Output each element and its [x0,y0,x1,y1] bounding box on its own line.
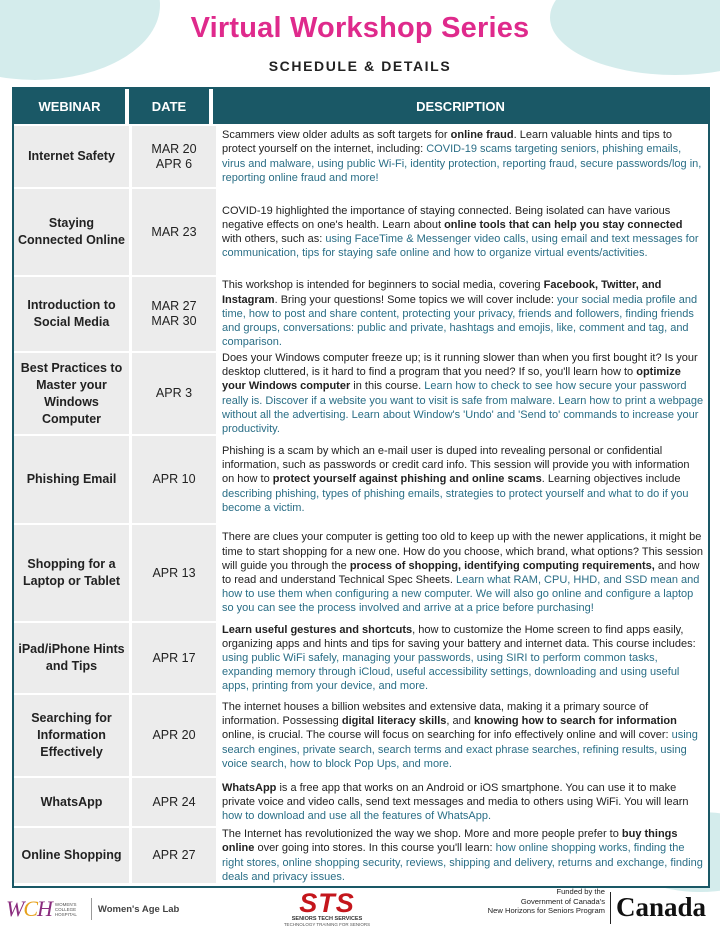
webinar-description [219,695,708,776]
description-topics: using public WiFi safely, managing your passwords, using SIRI to perform common tasks, expanding memory through iCloud, useful accessibility settings, downloading and using useful apps, printing from your device, and more. [222,651,680,693]
description-text [222,128,704,185]
logo-divider [91,898,92,920]
description-emphasis: process of shopping, identifying computing requirements, [349,559,655,572]
webinar-date: MAR 23 [151,224,197,239]
webinar-date: APR 17 [152,650,196,665]
description-segment: , and [446,715,474,728]
funding-line: New Horizons for Seniors Program [487,906,605,915]
description-segment: Phishing is a scam by which an e-mail user is duped into revealing personal or confidential information, such as passwords or credit card info. This session will provide you with information on how to [222,444,690,486]
description-segment: in this course. [350,380,425,393]
description-emphasis: online tools that can help you stay connected [444,218,683,231]
webinar-description [219,623,708,693]
webinar-title: Phishing Email [14,436,129,523]
description-segment: The internet houses a billion websites and extensive data, making it a primary source of information. Possessing [222,700,649,728]
footer [0,886,720,932]
description-segment: with others, such as: [222,233,326,245]
table-row [14,277,708,353]
description-text [222,781,704,824]
description-segment: . Bring your questions! Some topics we will cover include: [274,293,558,306]
webinar-date: APR 27 [152,848,196,862]
description-topics: Learn what RAM, CPU, HHD, and SSD mean and how to use them when configuring a new computer. We will also go online and configure a laptop so you can see the process involved and arrive at a price before purchasing! [222,574,700,615]
wch-mark: WCH [6,896,52,921]
table-row [14,778,708,828]
webinar-date: MAR 20 [151,141,197,156]
description-text [222,530,704,615]
description-topics: how to download and use all the features of WhatsApp. [222,810,492,823]
page-title: Virtual Workshop Series [190,12,530,44]
sts-name: SENIORS TECH SERVICES [291,916,363,922]
sts-tagline: TECHNOLOGY TRAINING FOR SENIORS [283,922,371,927]
schedule-table [12,87,710,888]
webinar-dates [132,828,216,883]
table-row [14,623,708,695]
webinar-description [219,828,708,883]
table-row [14,695,708,778]
table-row [14,828,708,885]
wch-hospital-name: WOMEN'S COLLEGE HOSPITAL [54,901,77,917]
webinar-date: APR 3 [155,386,193,400]
webinar-date: APR 10 [152,472,196,486]
webinar-title: iPad/iPhone Hints and Tips [14,623,129,693]
webinar-dates [132,277,216,351]
description-text [222,204,704,261]
description-emphasis: WhatsApp [222,781,277,794]
webinar-date: APR 13 [152,565,196,580]
description-emphasis: Learn useful gestures and shortcuts [222,623,413,636]
webinar-dates [132,623,216,693]
wch-lab-name: Women's Age Lab [97,903,180,915]
description-topics: describing phishing, types of phishing emails, strategies to protect yourself and what to do if you become a victim. [222,487,689,514]
description-segment: Does your Windows computer freeze up; is it running slower than when you first bought it? Is your desktop cluttered, is it hard to find a program that you need? If so, you'll learn how to [222,351,698,379]
webinar-dates [132,695,216,776]
description-text [222,700,704,771]
description-segment: Scammers view older adults as soft targets for [222,129,451,142]
webinar-dates [132,353,216,434]
webinar-date: APR 6 [155,156,193,171]
webinar-description [219,126,708,187]
description-topics: using FaceTime & Messenger video calls, using email and text messages for communication, tips for staying safe online and how to organize virtual events/activities. [222,233,699,260]
webinar-dates [132,126,216,187]
description-segment: and how to read and understand Technical Spec Sheets. [222,559,700,586]
table-row [14,189,708,277]
description-emphasis: knowing how to search for information [473,715,677,728]
webinar-description [219,436,708,523]
webinar-date: MAR 27 [151,299,197,313]
description-segment: COVID-19 highlighted the importance of staying connected. Being isolated can have various negative effects on one's health. Learn about [222,204,671,231]
description-segment: . Learning objectives include [541,473,681,486]
webinar-title: Introduction to Social Media [14,277,129,351]
funding-line: Government of Canada's [520,896,605,906]
description-segment: online, is crucial. The course will focus on searching for info effectively online and will cover: [222,729,672,742]
webinar-description [219,353,708,434]
description-segment: , how to customize the Home screen to find apps easily, organizing apps and hints and tips for saving your battery and internet data. This course includes: [222,623,696,650]
description-topics: using search engines, private search, search terms and exact phrase searches, refining results, using voice search, how to block Pop Ups, and more. [222,729,698,770]
column-header-webinar: WEBINAR [14,89,129,124]
table-header [14,89,708,124]
sts-mark: STS [299,888,355,918]
webinar-title: Searching for Information Effectively [14,695,129,776]
description-emphasis: optimize your Windows computer [222,366,681,393]
description-text [222,278,704,349]
table-row [14,436,708,525]
description-emphasis: buy things online [222,828,678,855]
webinar-title: Shopping for a Laptop or Tablet [14,525,129,621]
webinar-title: Best Practices to Master your Windows Computer [14,353,129,434]
webinar-title: WhatsApp [14,778,129,826]
funding-line: Funded by the [556,887,605,896]
description-text [222,444,704,515]
sts-logo [282,890,372,927]
page-subtitle: SCHEDULE & DETAILS [268,58,452,74]
description-text [222,623,704,694]
webinar-title: Internet Safety [14,126,129,187]
webinar-title: Staying Connected Online [14,189,129,275]
table-row [14,353,708,436]
webinar-description [219,189,708,275]
description-topics: Learn how to check to see how secure your password really is. Discover if a website you want to visit is safe from malware. Learn how to print a webpage without all the advertising. Learn about Window's 'Undo' and 'Send to' commands to increase your productivity. [222,380,704,435]
description-topics: your social media profile and time, how to post and share content, protecting your privacy, friends and followers, finding friends and groups, conversations: public and private, hashtags and emojis, like, comment and tag, and comparison. [222,293,698,349]
description-segment: is a free app that works on an Android or iOS smartphone. You can use it to make private voice and video calls, send text messages and media to others using WiFi. You will learn [222,781,689,808]
webinar-description [219,525,708,621]
wch-logo [6,896,179,922]
description-segment: . Learn valuable hints and tips to protect yourself on the internet, including: [222,129,672,156]
description-segment: over going into stores. In this course you'll learn: [254,842,496,855]
webinar-dates [132,778,216,826]
description-segment: The Internet has revolutionized the way we shop. More and more people prefer to [222,828,622,841]
webinar-title: Online Shopping [14,828,129,883]
description-segment: There are clues your computer is getting too old to keep up with the newer applications, it might be time to start shopping for a new one. How do you choose, which brand, what options? This session will guide you through the [222,531,704,572]
table-body [14,124,708,886]
description-emphasis: protect yourself against phishing and online scams [272,473,542,486]
webinar-dates [132,525,216,621]
column-header-description: DESCRIPTION [416,99,505,114]
column-header-date: DATE [129,89,213,124]
webinar-description [219,778,708,826]
webinar-dates [132,189,216,275]
canada-wordmark: Canada [616,892,707,922]
webinar-date: APR 24 [152,794,196,809]
webinar-dates [132,436,216,523]
funding-statement [487,887,605,916]
logo-divider [610,892,611,924]
description-topics: COVID-19 scams targeting seniors, phishing emails, virus and malware, using public Wi-Fi, identity protection, reporting fraud, secure passwords/log in, reporting online fraud and more! [222,143,702,184]
description-segment: This workshop is intended for beginners to social media, covering [222,279,544,292]
description-topics: how online shopping works, finding the right stores, online shopping security, reviews, shipping and delivery, returns and exchange, finding deals and privacy issues. [222,842,703,883]
table-row [14,525,708,623]
webinar-date: APR 20 [152,728,196,742]
description-text [222,351,704,436]
description-emphasis: online fraud [450,129,514,142]
webinar-date: MAR 30 [151,314,197,328]
webinar-description [219,277,708,351]
description-emphasis: digital literacy skills [341,715,447,728]
description-emphasis: Facebook, Twitter, and Instagram [222,279,662,306]
description-text [222,827,704,884]
table-row [14,126,708,189]
